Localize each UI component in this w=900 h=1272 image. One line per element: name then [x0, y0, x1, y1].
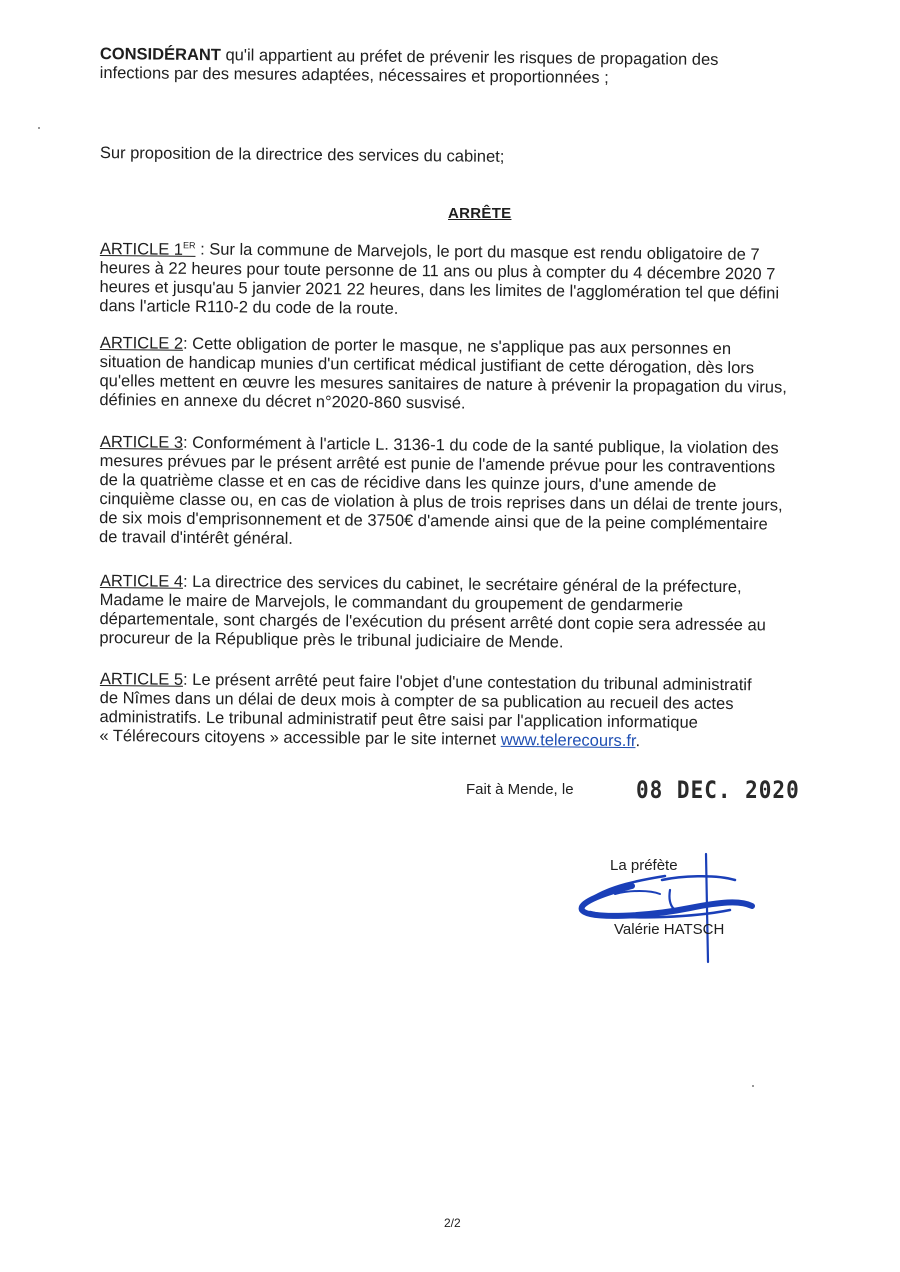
article-label: ARTICLE 3 — [99, 433, 184, 452]
arrete-title: ARRÊTE — [448, 205, 512, 222]
article-5: ARTICLE 5: Le présent arrêté peut faire l'objet d'une contestation du tribunal administratif de Nîmes dans un délai de deux mois à compter de sa publication au recueil des actes administratifs. Le tribunal administratif peut être saisi par l'application informatique « Télérecours citoyens » accessible par le site internet www.telerecours.fr. — [99, 670, 752, 751]
considerant-paragraph: CONSIDÉRANT qu'il appartient au préfet de prévenir les risques de propagation des infections par des mesures adaptées, nécessaires et proportionnées ; — [99, 45, 719, 87]
scan-speck — [752, 1085, 754, 1087]
article-2: ARTICLE 2: Cette obligation de porter le masque, ne s'applique pas aux personnes en situation de handicap munies d'un certificat médical justifiant de cette dérogation, dès lors qu'elles mettent en œuvre les mesures sanitaires de nature à prévenir la propagation du virus, définies en annexe du décret n°2020-860 susvisé. — [99, 334, 787, 413]
article-label: ARTICLE 1ER — [99, 239, 196, 259]
signatory-role: La préfète — [610, 857, 678, 874]
proposition-paragraph: Sur proposition de la directrice des services du cabinet; — [99, 144, 505, 166]
signatory-name: Valérie HATSCH — [614, 921, 725, 938]
article-3: ARTICLE 3: Conformément à l'article L. 3136-1 du code de la santé publique, la violation des mesures prévues par le présent arrêté est punie de l'amende prévue pour les contraventions de la quatrième classe et en cas de récidive dans les quinze jours, d'une amende de cinquième classe ou, en cas de violation à plus de trois reprises dans un délai de trente jours, de six mois d'emprisonnement et de 3750€ d'amende ainsi que de la peine complémentaire de travail d'intérêt général. — [98, 433, 783, 548]
article-label: ARTICLE 5 — [99, 670, 184, 689]
handwritten-signature — [570, 850, 760, 970]
article-label: ARTICLE 2 — [99, 334, 184, 353]
telerecours-link[interactable]: www.telerecours.fr — [500, 730, 636, 751]
page-number: 2/2 — [444, 1216, 461, 1230]
article-4: ARTICLE 4: La directrice des services du cabinet, le secrétaire général de la préfecture, Madame le maire de Marvejols, le commandant du groupement de gendarmerie départementale, sont chargés de l'exécution du présent arrêté dont copie sera adressée au procureur de la République près le tribunal judiciaire de Mende. — [99, 572, 766, 652]
fait-a-mende: Fait à Mende, le — [466, 781, 574, 798]
article-label: ARTICLE 4 — [99, 572, 184, 591]
article-1: ARTICLE 1ER : Sur la commune de Marvejols, le port du masque est rendu obligatoire de 7 heures à 22 heures pour toute personne de 11 ans ou plus à compter du 4 décembre 2020 7 heures et jusqu'au 5 janvier 2021 22 heures, dans les limites de l'agglomération tel que défini dans l'article R110-2 du code de la route. — [99, 239, 780, 318]
scan-speck — [38, 127, 40, 129]
date-stamp: 08 DEC. 2020 — [636, 776, 800, 804]
considerant-lead: CONSIDÉRANT — [99, 45, 222, 65]
